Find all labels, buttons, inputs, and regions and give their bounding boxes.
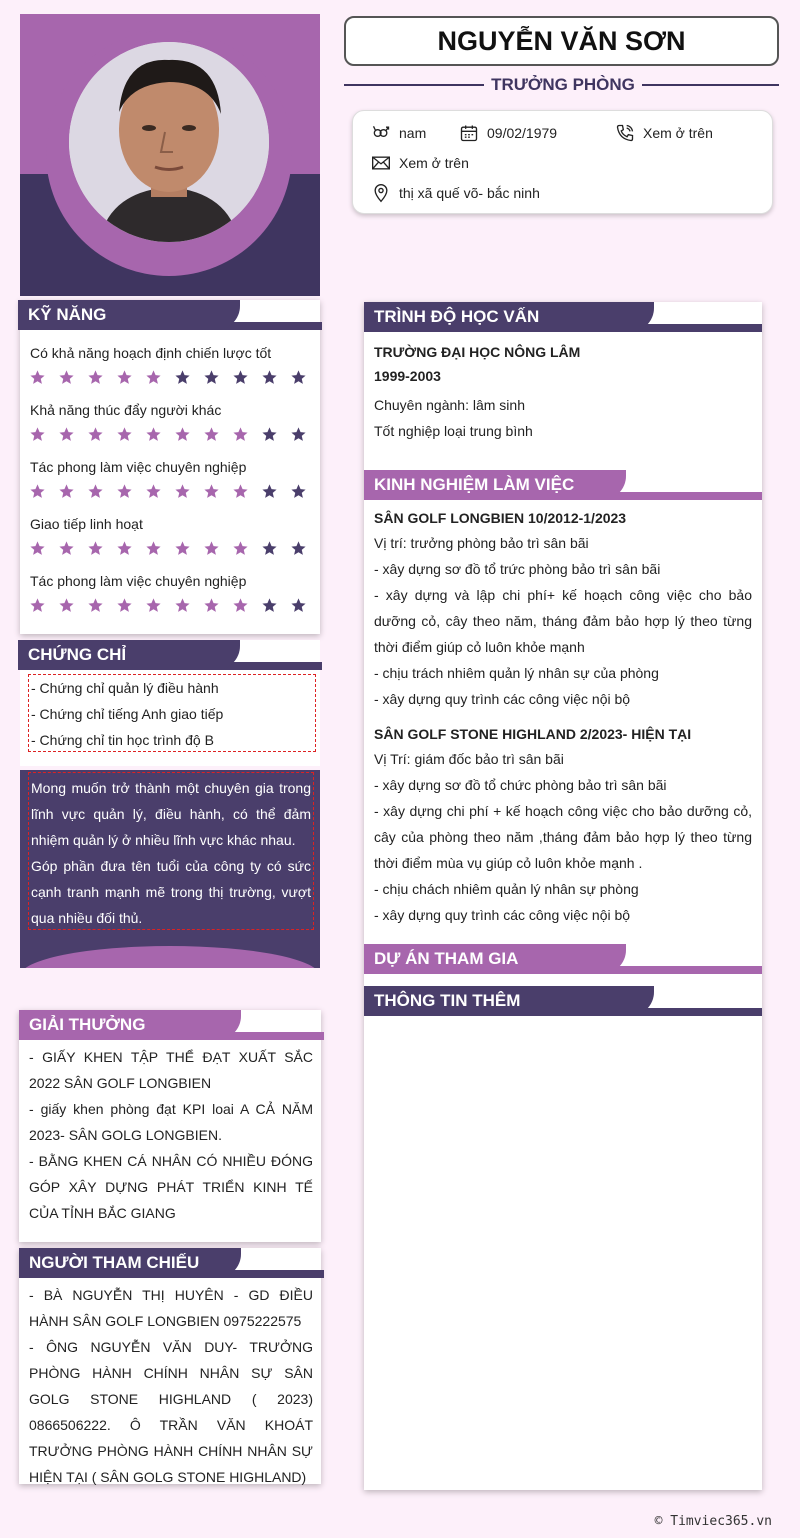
star-filled-icon <box>87 597 104 614</box>
star-filled-icon <box>232 483 249 500</box>
skill-rating <box>29 483 307 500</box>
job-duty: - xây dựng sơ đồ tổ chức phòng bảo trì sân bãi <box>374 777 667 793</box>
reference-item: - ÔNG NGUYỄN VĂN DUY- TRƯỞNG PHÒNG HÀNH CHÍNH NHÂN SỰ SÂN GOLG STONE HIGHLAND ( 2023) 0866506222. Ô TRẦN VĂN KHOÁT TRƯỞNG PHÒNG HÀNH CHÍNH NHÂN SỰ HIỆN TẠI ( SÂN GOLG STONE HIGHLAND) <box>29 1339 313 1485</box>
awards-card <box>19 1010 321 1242</box>
skills-header <box>18 300 322 330</box>
star-empty-icon <box>261 597 278 614</box>
education-years: 1999-2003 <box>374 368 441 384</box>
references-header <box>19 1248 324 1278</box>
star-filled-icon <box>116 597 133 614</box>
job-title: TRƯỞNG PHÒNG <box>491 75 635 94</box>
certificate-item: - Chứng chỉ quản lý điều hành <box>31 680 219 696</box>
certificate-item: - Chứng chỉ tiếng Anh giao tiếp <box>31 706 224 722</box>
projects-title: DỰ ÁN THAM GIA <box>364 944 626 974</box>
star-filled-icon <box>87 426 104 443</box>
job-position: Vị trí: trưởng phòng bảo trì sân bãi <box>374 535 589 551</box>
skill-label: Khả năng thúc đẩy người khác <box>30 402 222 418</box>
skill-rating <box>29 597 307 614</box>
reference-item: - BÀ NGUYỄN THỊ HUYÊN - GD ĐIỀU HÀNH SÂN GOLF LONGBIEN 0975222575 <box>29 1287 313 1329</box>
star-filled-icon <box>203 483 220 500</box>
star-filled-icon <box>29 369 46 386</box>
star-filled-icon <box>87 540 104 557</box>
star-filled-icon <box>145 597 162 614</box>
award-item: - giấy khen phòng đạt KPI loai A CẢ NĂM 2023- SÂN GOLG LONGBIEN. <box>29 1101 313 1143</box>
address-value: thị xã quế võ- bắc ninh <box>399 185 540 201</box>
phone-icon <box>615 123 635 143</box>
references-title: NGƯỜI THAM CHIẾU <box>19 1248 241 1278</box>
star-empty-icon <box>203 369 220 386</box>
star-empty-icon <box>290 483 307 500</box>
education-school: TRƯỜNG ĐẠI HỌC NÔNG LÂM <box>374 344 581 360</box>
star-filled-icon <box>232 426 249 443</box>
star-empty-icon <box>290 369 307 386</box>
star-filled-icon <box>203 540 220 557</box>
avatar <box>69 42 269 242</box>
certificates-card <box>20 640 320 766</box>
education-title: TRÌNH ĐỘ HỌC VẤN <box>364 302 654 332</box>
job-position: Vị Trí: giám đốc bảo trì sân bãi <box>374 751 564 767</box>
star-empty-icon <box>261 426 278 443</box>
job-duty: - xây dựng quy trình các công việc nội bộ <box>374 907 631 923</box>
title-divider-left <box>344 84 484 86</box>
star-filled-icon <box>29 597 46 614</box>
job-heading: SÂN GOLF LONGBIEN 10/2012-1/2023 <box>374 510 627 526</box>
star-filled-icon <box>116 426 133 443</box>
goal-text <box>28 772 314 930</box>
calendar-icon <box>459 123 479 143</box>
star-filled-icon <box>58 426 75 443</box>
star-filled-icon <box>232 540 249 557</box>
skill-label: Tác phong làm việc chuyên nghiệp <box>30 459 247 475</box>
star-empty-icon <box>290 426 307 443</box>
award-item: - GIẤY KHEN TẬP THỂ ĐẠT XUẤT SẮC 2022 SÂN GOLF LONGBIEN <box>29 1049 313 1091</box>
star-filled-icon <box>29 483 46 500</box>
star-filled-icon <box>116 540 133 557</box>
skills-title: KỸ NĂNG <box>18 300 240 330</box>
gender-value: nam <box>399 125 427 141</box>
more-info-header <box>364 986 762 1016</box>
star-filled-icon <box>145 483 162 500</box>
star-empty-icon <box>290 597 307 614</box>
star-empty-icon <box>290 540 307 557</box>
job-duty: - xây dựng sơ đồ tổ trức phòng bảo trì sân bãi <box>374 561 661 577</box>
star-filled-icon <box>58 483 75 500</box>
star-filled-icon <box>203 426 220 443</box>
job-duty: - xây dựng quy trình các công việc nội bộ <box>374 691 631 707</box>
star-filled-icon <box>174 483 191 500</box>
star-filled-icon <box>87 483 104 500</box>
email-value: Xem ở trên <box>399 155 469 171</box>
awards-header <box>19 1010 324 1040</box>
star-filled-icon <box>174 426 191 443</box>
phone-value: Xem ở trên <box>643 125 713 141</box>
star-filled-icon <box>87 369 104 386</box>
goal-line: Góp phần đưa tên tuổi của công ty có sức cạnh tranh mạnh mẽ trong thị trường, vượt qua nhiều đối thủ. <box>31 858 311 926</box>
photo-block <box>20 14 320 296</box>
awards-list <box>29 1044 313 1226</box>
star-filled-icon <box>58 369 75 386</box>
skill-label: Tác phong làm việc chuyên nghiệp <box>30 573 247 589</box>
star-filled-icon <box>203 597 220 614</box>
references-list <box>29 1282 313 1490</box>
experience-title: KINH NGHIỆM LÀM VIỆC <box>364 470 626 500</box>
star-filled-icon <box>29 426 46 443</box>
star-empty-icon <box>232 369 249 386</box>
star-filled-icon <box>174 540 191 557</box>
job-duty: - chịu chách nhiêm quản lý nhân sự phòng <box>374 881 639 897</box>
email-row <box>371 153 469 173</box>
skill-label: Giao tiếp linh hoạt <box>30 516 143 532</box>
goal-line: Mong muốn trở thành một chuyên gia trong lĩnh vực quản lý, điều hành, có thể đảm nhiệm quản lý ở nhiều lĩnh vực khác nhau. <box>31 780 311 848</box>
star-filled-icon <box>58 540 75 557</box>
star-filled-icon <box>29 540 46 557</box>
address-row <box>371 183 540 203</box>
email-icon <box>371 153 391 173</box>
career-goal <box>20 770 320 968</box>
certificates-list <box>28 674 316 752</box>
skill-rating <box>29 369 307 386</box>
references-card <box>19 1248 321 1484</box>
job-duty: - xây dựng và lập chi phí+ kế hoạch công việc cho bảo dưỡng cỏ, cây theo năm, tháng đảm bảo hợp lý theo từng thời điểm giúp cỏ luôn khỏe mạnh <box>374 587 752 655</box>
projects-header <box>364 944 762 974</box>
candidate-name: NGUYỄN VĂN SƠN <box>344 16 779 66</box>
phone-row <box>615 123 713 143</box>
education-major: Chuyên ngành: lâm sinh <box>374 397 525 413</box>
birthday-value: 09/02/1979 <box>487 125 558 141</box>
star-empty-icon <box>261 483 278 500</box>
star-filled-icon <box>232 597 249 614</box>
certificates-header <box>18 640 322 670</box>
location-pin-icon <box>371 183 391 203</box>
contact-card <box>352 110 773 214</box>
award-item: - BẰNG KHEN CÁ NHÂN CÓ NHIỀU ĐÓNG GÓP XÂY DỰNG PHÁT TRIỂN KINH TẾ CỦA TỈNH BẮC GIANG <box>29 1153 313 1221</box>
star-filled-icon <box>116 369 133 386</box>
certificates-title: CHỨNG CHỈ <box>18 640 240 670</box>
experience-header <box>364 470 762 500</box>
star-filled-icon <box>145 426 162 443</box>
gender-row <box>371 123 426 143</box>
job-duty: - chịu trách nhiêm quản lý nhân sự của phòng <box>374 665 659 681</box>
experience-body <box>374 506 752 928</box>
skill-label: Có khả năng hoạch định chiến lược tốt <box>30 345 272 361</box>
star-filled-icon <box>174 597 191 614</box>
education-body <box>374 340 754 444</box>
skill-rating <box>29 426 307 443</box>
skill-rating <box>29 540 307 557</box>
certificate-item: - Chứng chỉ tin học trình độ B <box>31 732 214 748</box>
star-empty-icon <box>174 369 191 386</box>
right-column-card <box>364 302 762 1490</box>
skills-card <box>20 300 320 634</box>
star-filled-icon <box>58 597 75 614</box>
more-info-title: THÔNG TIN THÊM <box>364 986 654 1016</box>
star-filled-icon <box>145 369 162 386</box>
star-filled-icon <box>145 540 162 557</box>
star-filled-icon <box>116 483 133 500</box>
education-header <box>364 302 762 332</box>
footer-watermark: © Timviec365.vn <box>654 1514 772 1529</box>
star-empty-icon <box>261 540 278 557</box>
star-empty-icon <box>261 369 278 386</box>
birthday-row <box>459 123 557 143</box>
education-grade: Tốt nghiệp loại trung bình <box>374 423 533 439</box>
gender-icon <box>371 123 391 143</box>
awards-title: GIẢI THƯỞNG <box>19 1010 241 1040</box>
job-duty: - xây dựng chi phí + kế hoạch công việc cho bảo dưỡng cỏ, cây của phòng theo năm ,tháng đảm bảo hợp lý theo từng thời điểm mùa vụ giúp cỏ luôn khỏe mạnh . <box>374 803 752 871</box>
job-heading: SÂN GOLF STONE HIGHLAND 2/2023- HIỆN TẠI <box>374 726 692 742</box>
title-divider-right <box>642 84 779 86</box>
